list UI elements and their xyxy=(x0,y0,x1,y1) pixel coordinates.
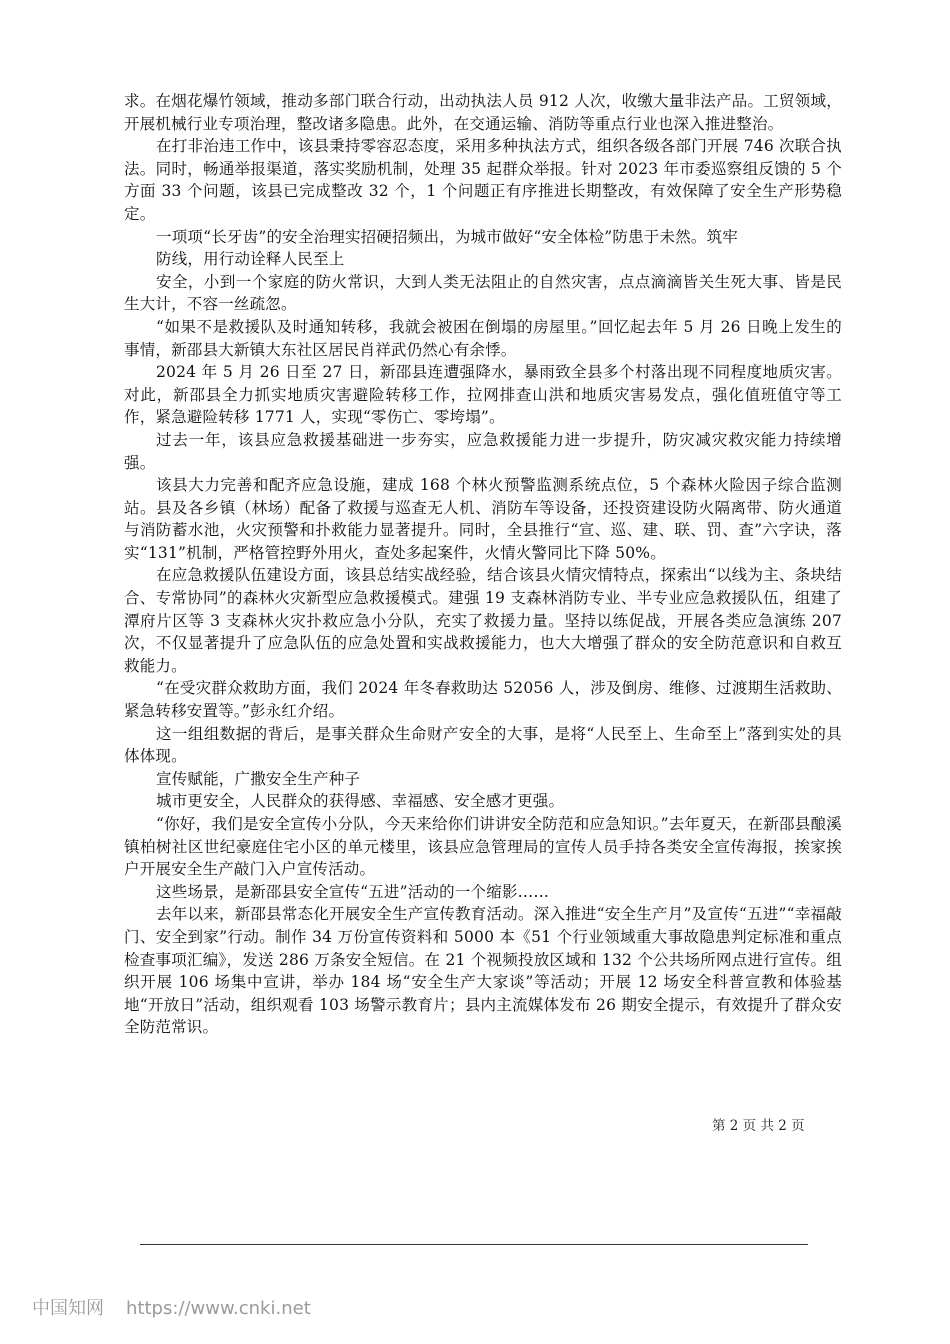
paragraph: 2024 年 5 月 26 日至 27 日，新邵县连遭强降水，暴雨致全县多个村落出现不同程度地质灾害。对此，新邵县全力抓实地质灾害避险转移工作，拉网排查山洪和地质灾害易发点，强化值班值守等工作，紧急避险转移 1771 人，实现“零伤亡、零垮塌”。 xyxy=(124,363,842,427)
article-body xyxy=(124,90,842,1039)
paragraph: 安全，小到一个家庭的防火常识，大到人类无法阻止的自然灾害，点点滴滴皆关生死大事、皆是民生大计，不容一丝疏忽。 xyxy=(124,272,842,314)
page-number: 第 2 页 共 2 页 xyxy=(712,1118,805,1134)
paragraph: 在应急救援队伍建设方面，该县总结实战经验，结合该县火情灾情特点，探索出“以线为主、条块结合、专常协同”的森林火灾新型应急救援模式。建强 19 支森林消防专业、半专业应急救援队伍，组建了潭府片区等 3 支森林火灾扑救应急小分队，充实了救援力量。坚持以练促战，开展各类应急演练 207 次，不仅显著提升了应急队伍的应急处置和实战救援能力，也大大增强了群众的安全防范意识和自救互救能力。 xyxy=(124,566,842,675)
paragraph: 求。在烟花爆竹领域，推动多部门联合行动，出动执法人员 912 人次，收缴大量非法产品。工贸领域，开展机械行业专项治理，整改诸多隐患。此外，在交通运输、消防等重点行业也深入推进整治。 xyxy=(124,92,842,133)
footer-divider xyxy=(140,1244,808,1245)
paragraph: 该县大力完善和配齐应急设施，建成 168 个林火预警监测系统点位，5 个森林火险因子综合监测站。县及各乡镇（林场）配备了救援与巡查无人机、消防车等设备，还投资建设防火隔离带、防火通道与消防蓄水池，火灾预警和扑救能力显著提升。同时，全县推行“宣、巡、建、联、罚、查”六字诀，落实“131”机制，严格管控野外用火，查处多起案件，火情火警同比下降 50%。 xyxy=(124,476,842,562)
paragraph: 在打非治违工作中，该县秉持零容忍态度，采用多种执法方式，组织各级各部门开展 746 次联合执法。同时，畅通举报渠道，落实奖励机制，处理 35 起群众举报。针对 2023 年市委巡察组反馈的 5 个方面 33 个问题，该县已完成整改 32 个，1 个问题正有序推进长期整改，有效保障了安全生产形势稳定。 xyxy=(124,137,842,223)
paragraph: “你好，我们是安全宣传小分队，今天来给你们讲讲安全防范和应急知识。”去年夏天，在新邵县酿溪镇柏树社区世纪豪庭住宅小区的单元楼里，该县应急管理局的宣传人员手持各类安全宣传海报，挨家挨户开展安全生产敲门入户宣传活动。 xyxy=(124,815,842,879)
paragraph: 城市更安全，人民群众的获得感、幸福感、安全感才更强。 xyxy=(156,792,565,811)
paragraph: “如果不是救援队及时通知转移，我就会被困在倒塌的房屋里。”回忆起去年 5 月 26 日晚上发生的事情，新邵县大新镇大东社区居民肖祥武仍然心有余悸。 xyxy=(124,317,842,359)
paragraph: 这些场景，是新邵县安全宣传“五进”活动的一个缩影…… xyxy=(156,882,550,901)
watermark-url: https://www.cnki.net xyxy=(126,1298,311,1319)
paragraph: 过去一年，该县应急救援基础进一步夯实，应急救援能力进一步提升，防灾减灾救灾能力持续增强。 xyxy=(124,430,842,472)
section-heading: 防线，用行动诠释人民至上 xyxy=(156,250,345,269)
paragraph: “在受灾群众救助方面，我们 2024 年冬春救助达 52056 人，涉及倒房、维修、过渡期生活救助、紧急转移安置等。”彭永红介绍。 xyxy=(124,679,842,721)
paragraph: 一项项“长牙齿”的安全治理实招硬招频出，为城市做好“安全体检”防患于未然。筑牢 xyxy=(156,227,738,246)
paragraph: 去年以来，新邵县常态化开展安全生产宣传教育活动。深入推进“安全生产月”及宣传“五进”“幸福敲门、安全到家”行动。制作 34 万份宣传资料和 5000 本《51 个行业领域重大事故隐患判定标准和重点检查事项汇编》，发送 286 万条安全短信。在 21 个视频投放区域和 132 个公共场所网点进行宣传。组织开展 106 场集中宣讲，举办 184 场“安全生产大家谈”等活动；开展 12 场安全科普宣教和体验基地“开放日”活动，组织观看 103 场警示教育片；县内主流媒体发布 26 期安全提示，有效提升了群众安全防范常识。 xyxy=(124,905,842,1037)
watermark-site-name: 中国知网 xyxy=(32,1298,104,1319)
section-heading: 宣传赋能，广撒安全生产种子 xyxy=(156,769,361,788)
paragraph: 这一组组数据的背后，是事关群众生命财产安全的大事，是将“人民至上、生命至上”落到实处的具体体现。 xyxy=(124,724,842,766)
cnki-watermark xyxy=(32,1294,333,1320)
